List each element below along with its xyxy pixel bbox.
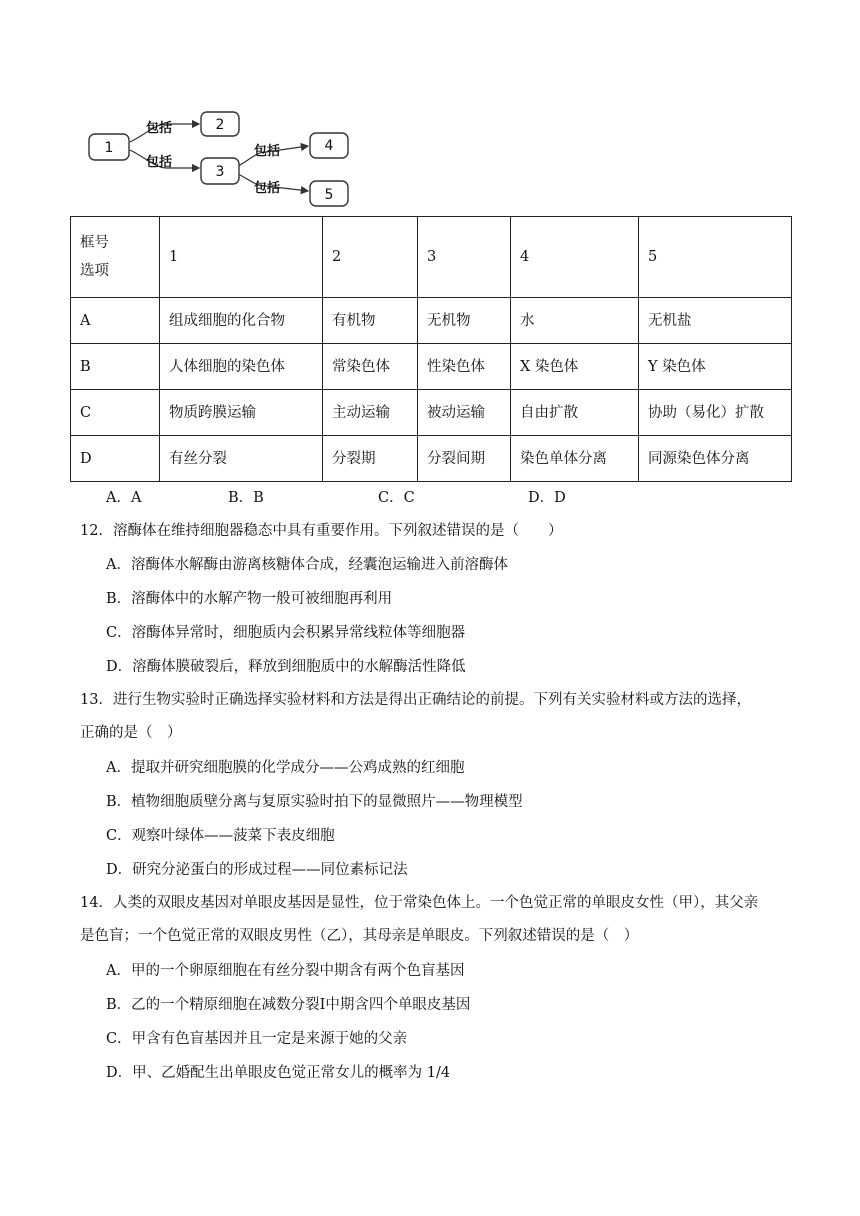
table-cell: 自由扩散 xyxy=(511,390,639,436)
table-row-c xyxy=(71,390,792,436)
q12-option-d[interactable]: D．溶酶体膜破裂后，释放到细胞质中的水解酶活性降低 xyxy=(106,659,466,675)
q13-option-d[interactable]: D．研究分泌蛋白的形成过程——同位素标记法 xyxy=(106,862,408,878)
corner-label-box-number: 框号 xyxy=(80,235,109,251)
svg-text:3: 3 xyxy=(215,164,225,180)
table-cell: 常染色体 xyxy=(323,344,418,390)
table-cell: 分裂间期 xyxy=(418,436,511,482)
table-cell: 无机物 xyxy=(418,298,511,344)
table-cell: 性染色体 xyxy=(418,344,511,390)
header-col-5: 5 xyxy=(639,217,792,298)
table-row-d xyxy=(71,436,792,482)
q14-option-b[interactable]: B．乙的一个精原细胞在减数分裂Ⅰ中期含四个单眼皮基因 xyxy=(106,997,471,1013)
table-row-a xyxy=(71,298,792,344)
q12-option-b[interactable]: B．溶酶体中的水解产物一般可被细胞再利用 xyxy=(106,591,393,607)
q13-option-a[interactable]: A．提取并研究细胞膜的化学成分——公鸡成熟的红细胞 xyxy=(106,760,465,776)
table-cell: 人体细胞的染色体 xyxy=(160,344,323,390)
box-4 xyxy=(310,133,348,158)
table-cell: 主动运输 xyxy=(323,390,418,436)
options-table xyxy=(70,216,792,482)
q11-choice-c[interactable]: C．C xyxy=(378,490,415,506)
header-col-3: 3 xyxy=(418,217,511,298)
q14-option-d[interactable]: D．甲、乙婚配生出单眼皮色觉正常女儿的概率为 1/4 xyxy=(106,1065,451,1081)
row-key: A xyxy=(71,298,160,344)
concept-diagram-svg xyxy=(86,104,356,212)
table-corner-cell xyxy=(71,217,160,298)
table-cell: 被动运输 xyxy=(418,390,511,436)
table-header-row xyxy=(71,217,792,298)
q11-choice-d[interactable]: D．D xyxy=(528,490,566,506)
box-1 xyxy=(89,134,129,160)
table-cell: Y 染色体 xyxy=(639,344,792,390)
q11-choices xyxy=(106,487,806,509)
header-col-1: 1 xyxy=(160,217,323,298)
table-cell: X 染色体 xyxy=(511,344,639,390)
row-key: B xyxy=(71,344,160,390)
q12-stem: 12．溶酶体在维持细胞器稳态中具有重要作用。下列叙述错误的是（ ） xyxy=(80,523,563,539)
q11-choice-b[interactable]: B．B xyxy=(228,490,264,506)
table-cell: 组成细胞的化合物 xyxy=(160,298,323,344)
q14-option-c[interactable]: C．甲含有色盲基因并且一定是来源于她的父亲 xyxy=(106,1031,408,1047)
q13-stem-line1: 13．进行生物实验时正确选择实验材料和方法是得出正确结论的前提。下列有关实验材料或方法的选择， xyxy=(80,692,751,708)
header-col-2: 2 xyxy=(323,217,418,298)
link-label-1-2: 包括 xyxy=(146,121,173,136)
concept-diagram xyxy=(86,104,356,212)
svg-text:5: 5 xyxy=(324,187,334,203)
table-cell: 有机物 xyxy=(323,298,418,344)
q13-option-c[interactable]: C．观察叶绿体——菠菜下表皮细胞 xyxy=(106,828,335,844)
row-key: C xyxy=(71,390,160,436)
svg-text:4: 4 xyxy=(324,138,334,154)
corner-label-option: 选项 xyxy=(80,263,109,279)
header-col-4: 4 xyxy=(511,217,639,298)
q13-stem-line2: 正确的是（ ） xyxy=(80,725,182,741)
q14-stem-line1: 14．人类的双眼皮基因对单眼皮基因是显性，位于常染色体上。一个色觉正常的单眼皮女性（甲），其父亲 xyxy=(80,895,759,911)
link-label-3-5: 包括 xyxy=(254,181,281,196)
q11-choice-a[interactable]: A．A xyxy=(106,490,142,506)
box-2 xyxy=(201,112,239,136)
box-3 xyxy=(201,158,239,184)
table-cell: 有丝分裂 xyxy=(160,436,323,482)
q14-option-a[interactable]: A．甲的一个卵原细胞在有丝分裂中期含有两个色盲基因 xyxy=(106,963,465,979)
table-row-b xyxy=(71,344,792,390)
table-cell: 协助（易化）扩散 xyxy=(639,390,792,436)
table-cell: 分裂期 xyxy=(323,436,418,482)
table-cell: 水 xyxy=(511,298,639,344)
link-label-1-3: 包括 xyxy=(146,155,173,170)
table-cell: 物质跨膜运输 xyxy=(160,390,323,436)
row-key: D xyxy=(71,436,160,482)
q12-option-a[interactable]: A．溶酶体水解酶由游离核糖体合成，经囊泡运输进入前溶酶体 xyxy=(106,557,508,573)
table-cell: 同源染色体分离 xyxy=(639,436,792,482)
svg-text:1: 1 xyxy=(104,140,114,156)
q14-stem-line2: 是色盲；一个色觉正常的双眼皮男性（乙），其母亲是单眼皮。下列叙述错误的是（ ） xyxy=(80,928,639,944)
table-cell: 染色单体分离 xyxy=(511,436,639,482)
q13-option-b[interactable]: B．植物细胞质壁分离与复原实验时拍下的显微照片——物理模型 xyxy=(106,794,523,810)
link-label-3-4: 包括 xyxy=(254,144,281,159)
svg-text:2: 2 xyxy=(215,117,225,133)
table-cell: 无机盐 xyxy=(639,298,792,344)
q12-option-c[interactable]: C．溶酶体异常时，细胞质内会积累异常线粒体等细胞器 xyxy=(106,625,466,641)
box-5 xyxy=(310,181,348,206)
